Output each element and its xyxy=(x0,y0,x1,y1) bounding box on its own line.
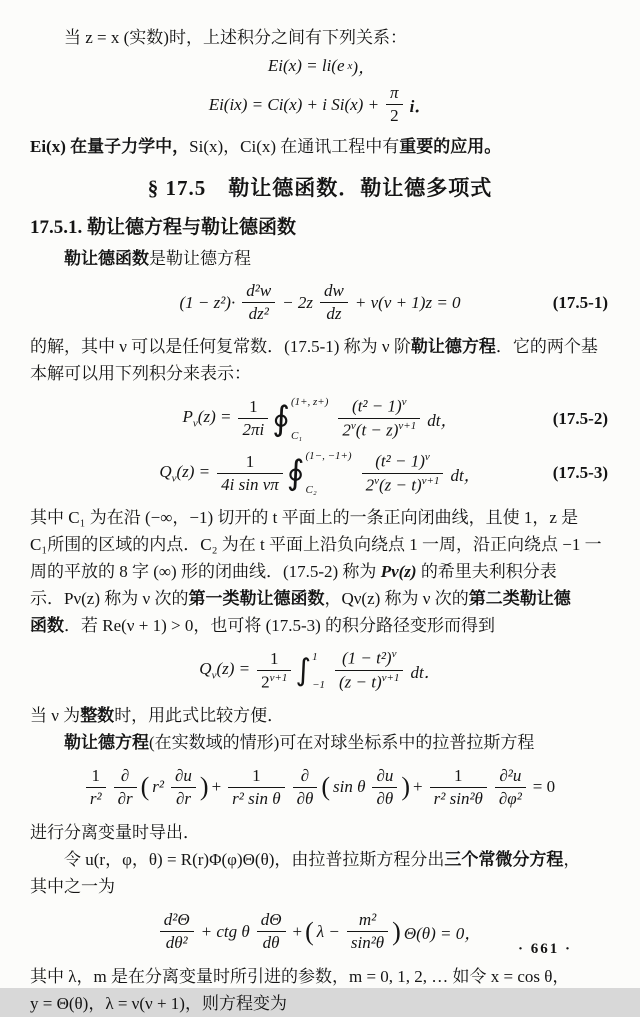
fraction-denominator: dz xyxy=(326,304,342,324)
equation-number: (17.5-2) xyxy=(552,408,608,428)
solution-line-2: 本解可以用下列积分来表示： xyxy=(30,364,251,384)
derive-line: 进行分离变量时导出． xyxy=(30,823,200,843)
intro-line: 当 z = x (实数)时，上述积分之间有下列关系： xyxy=(64,28,407,47)
final-line-1: 其中 λ，m 是在分离变量时所引进的参数，m = 0, 1, 2, … 如令 x = cos θ， xyxy=(30,967,570,987)
fraction-denominator: ∂r xyxy=(175,788,191,808)
fraction xyxy=(160,909,194,954)
math-superscript: ν xyxy=(350,420,356,433)
fraction-numerator: ∂u xyxy=(372,765,397,788)
integral-icon: ∫ xyxy=(295,652,312,688)
function-symbol: Q xyxy=(159,461,172,481)
text-run: 示．Pν(z) 称为 ν 次的 xyxy=(30,589,189,609)
fraction xyxy=(114,765,137,810)
math-term: + ν(ν + 1)z = 0 xyxy=(354,292,461,312)
math-term: (z − t) xyxy=(379,475,422,495)
math-term: (z) = xyxy=(197,407,232,427)
integral-lower-limit: C₂ xyxy=(305,484,317,497)
math-superscript: ν xyxy=(391,648,397,661)
fraction-denominator: sin²θ xyxy=(350,933,385,953)
fraction-numerator xyxy=(362,450,444,474)
fraction xyxy=(228,765,284,810)
text-run: 重要的应用。 xyxy=(399,137,502,157)
math-term xyxy=(183,407,232,429)
equation-q-real xyxy=(30,647,610,694)
final-line-2: y = Θ(θ)，λ = ν(ν + 1)，则方程变为 xyxy=(30,994,287,1014)
fraction-numerator: 1 xyxy=(238,396,268,419)
subsection-heading: 17.5.1. 勒让德方程与勒让德函数 xyxy=(30,217,297,239)
equation-p-integral xyxy=(30,395,610,442)
text-run: ．它的两个基 xyxy=(495,337,598,357)
fraction xyxy=(320,280,348,325)
fraction-numerator: 1 xyxy=(257,648,291,671)
page-number: · 661 · xyxy=(517,941,572,957)
plus-operator: + xyxy=(211,777,222,797)
one-of-line: 其中之一为 xyxy=(30,877,115,897)
fraction xyxy=(293,765,318,810)
math-term: 2 xyxy=(342,420,351,440)
math-term: sin θ xyxy=(333,777,366,797)
math-term xyxy=(159,462,210,484)
math-term: dt， xyxy=(450,465,481,485)
text-run: Ei(x) 在量子力学中， xyxy=(30,137,190,157)
fraction-denominator: dθ² xyxy=(165,933,188,953)
contour-line-2: C₁所围的区域的内点．C₂ 为在 t 平面上沿负向绕点 1 一周，沿正向绕点 −1 一 xyxy=(30,535,602,555)
fraction-numerator: ∂ xyxy=(293,765,318,788)
applications-line xyxy=(30,133,610,160)
math-term xyxy=(199,659,250,681)
fraction xyxy=(238,396,268,441)
equation-ei-ci xyxy=(30,82,610,127)
fraction xyxy=(495,765,526,810)
fraction-denominator: r² sin θ xyxy=(232,788,281,808)
integral-upper-limit: 1 xyxy=(312,650,318,663)
math-term: Θ(θ) = 0， xyxy=(403,924,482,944)
fraction-denominator: ∂θ xyxy=(296,788,314,808)
function-symbol: P xyxy=(182,407,193,427)
integral-limits xyxy=(312,651,325,691)
math-term: 2 xyxy=(261,672,270,692)
math-superscript: ν+1 xyxy=(398,420,417,433)
fraction xyxy=(386,82,403,127)
fraction-numerator: ∂²u xyxy=(495,765,526,788)
fraction-denominator: 4i sin νπ xyxy=(221,474,279,494)
left-paren: ( xyxy=(140,772,150,802)
equation-number: (17.5-1) xyxy=(552,292,608,312)
contour-line-5 xyxy=(30,612,610,639)
math-superscript: ν xyxy=(401,396,407,409)
text-run: 勒让德方程 xyxy=(64,732,149,752)
fraction-numerator: ∂ xyxy=(114,765,137,788)
text-run: 勒让德函数 xyxy=(64,249,149,269)
right-paren: ) xyxy=(199,772,209,802)
fraction xyxy=(86,765,106,810)
fraction-numerator: 1 xyxy=(430,765,487,788)
fraction xyxy=(217,451,283,496)
fraction-denominator: ∂r xyxy=(117,788,133,808)
fraction xyxy=(362,450,444,497)
function-symbol: Q xyxy=(199,659,212,679)
text-run: Si(x)，Ci(x) 在通讯工程中有 xyxy=(189,137,400,157)
plus-operator: + xyxy=(292,921,303,941)
integer-note-line xyxy=(30,702,610,729)
math-superscript: ν+1 xyxy=(269,671,288,684)
equation-ei-li xyxy=(30,53,610,78)
text-run: ， xyxy=(563,850,581,870)
fraction xyxy=(257,909,286,954)
equation-legendre-ode xyxy=(30,280,610,325)
fraction xyxy=(430,765,487,810)
fraction-numerator: dw xyxy=(320,280,348,303)
text-run: 的希里夫利积分表 xyxy=(416,562,557,582)
math-superscript: ν xyxy=(374,474,379,487)
lead-line xyxy=(30,245,610,272)
math-term: 2 xyxy=(365,475,375,495)
math-term: (1 − z²)· xyxy=(179,292,236,312)
math-subscript: ν xyxy=(211,669,217,682)
text-run: 令 u(r，φ，θ) = R(r)Φ(φ)Θ(θ)，由拉普拉斯方程分出 xyxy=(64,850,445,870)
contour-line-4 xyxy=(30,585,610,612)
fraction-denominator: r² sin²θ xyxy=(433,788,483,808)
text-run: (在实数域的情形)可在对球坐标系中的拉普拉斯方程 xyxy=(149,732,535,752)
equation-number: (17.5-3) xyxy=(552,463,608,483)
contour-line-3 xyxy=(30,558,610,585)
math-term: (z) = xyxy=(176,461,211,481)
plus-operator: + xyxy=(413,777,423,797)
math-term: λ − xyxy=(316,921,340,941)
fraction-denominator: r² xyxy=(89,788,102,808)
math-term: i． xyxy=(409,97,432,117)
text-run: 第一类勒让德函数 xyxy=(188,589,325,609)
equation-q-integral xyxy=(30,450,610,497)
equation-laplace xyxy=(30,765,610,810)
text-run: 当 ν 为 xyxy=(30,705,81,725)
fraction-numerator: ∂u xyxy=(171,765,196,788)
fraction-numerator: m² xyxy=(347,909,388,932)
math-term: dt． xyxy=(410,663,441,683)
fraction xyxy=(171,765,196,810)
integral-upper-limit: (1−, −1+) xyxy=(305,450,352,463)
math-subscript: ν xyxy=(171,472,177,485)
fraction-denominator: dθ xyxy=(262,933,280,953)
text-run: ．若 Re(ν + 1) > 0，也可将 (17.5-3) 的积分路径变形而得到 xyxy=(64,616,496,636)
math-superscript: ν+1 xyxy=(421,474,440,487)
fraction xyxy=(257,648,291,694)
math-subscript: ν xyxy=(192,417,198,430)
text-run: 的解，其中 ν 可以是任何复常数．(17.5-1) 称为 ν 阶 xyxy=(30,337,411,357)
text-run: 周的平放的 8 字 (∞) 形的闭曲线．(17.5-2) 称为 xyxy=(30,562,381,582)
fraction xyxy=(372,765,397,810)
separation-line xyxy=(30,846,610,873)
text-run: ，Qν(z) 称为 ν 次的 xyxy=(324,589,469,609)
integral-upper-limit: (1+, z+) xyxy=(290,395,329,408)
math-term: (t − z) xyxy=(355,420,399,440)
text-run: 时，用此式比较方便． xyxy=(114,705,285,725)
math-term: (1 − t²) xyxy=(341,649,392,669)
contour-integral-icon: ∮ xyxy=(286,453,305,494)
fraction-numerator: d²Θ xyxy=(160,909,194,932)
fraction-denominator: 2 xyxy=(390,106,399,126)
text-run: 第二类勒让德 xyxy=(468,589,571,609)
math-term: r² xyxy=(152,777,164,797)
contour-line-1: 其中 C₁ 为在沿 (−∞，−1) 切开的 t 平面上的一条正向闭曲线，且使 1，z 是 xyxy=(30,508,579,528)
fraction-denominator xyxy=(362,474,444,497)
integral-limits xyxy=(306,450,352,496)
math-term: (z) = xyxy=(216,659,251,679)
integral-lower-limit: −1 xyxy=(312,678,326,691)
fraction-numerator: dΘ xyxy=(257,909,286,932)
math-term: + ctg θ xyxy=(200,921,250,941)
section-heading: § 17.5 勒让德函数．勒让德多项式 xyxy=(147,176,493,201)
integral-limits xyxy=(291,396,328,442)
fraction-numerator: 1 xyxy=(228,765,284,788)
math-term: )， xyxy=(352,58,376,77)
fraction-denominator: ∂θ xyxy=(376,788,394,808)
math-term: (z − t) xyxy=(339,672,382,692)
fraction-numerator xyxy=(338,395,420,419)
math-superscript: ν xyxy=(424,450,430,463)
text-run: 是勒让德方程 xyxy=(149,249,251,269)
math-term: Ei(x) = li(e xyxy=(267,55,345,75)
fraction-denominator: dz² xyxy=(248,304,269,324)
contour-integral-icon: ∮ xyxy=(272,398,290,439)
fraction xyxy=(242,280,275,325)
fraction-denominator xyxy=(338,419,420,442)
fraction-numerator: d²w xyxy=(242,280,275,303)
solution-line-1 xyxy=(30,333,610,360)
math-superscript: ν+1 xyxy=(381,672,400,685)
integral-lower-limit: C₁ xyxy=(290,429,303,442)
fraction xyxy=(338,395,420,442)
fraction xyxy=(347,909,388,954)
text-run: Pν(z) xyxy=(380,562,417,582)
fraction-numerator xyxy=(335,647,403,671)
math-term: Ei(ix) = Ci(x) + i Si(x) + xyxy=(208,94,380,114)
text-run: 三个常微分方程 xyxy=(444,850,564,870)
math-superscript: x xyxy=(347,59,353,72)
math-term: − 2z xyxy=(282,292,313,312)
right-paren: ) xyxy=(392,916,401,946)
equals-zero: = 0 xyxy=(532,777,556,797)
right-paren: ) xyxy=(401,772,411,802)
math-term: dt， xyxy=(427,411,458,431)
math-term: (t² − 1) xyxy=(352,397,402,417)
laplace-intro-line xyxy=(30,729,610,756)
fraction-numerator: π xyxy=(386,82,403,105)
fraction-numerator: 1 xyxy=(86,765,106,788)
text-run: 函数 xyxy=(30,616,64,636)
fraction xyxy=(335,647,403,694)
fraction-numerator: 1 xyxy=(217,451,283,474)
fraction-denominator: 2πi xyxy=(242,420,265,440)
fraction-denominator xyxy=(335,671,403,694)
text-run: 整数 xyxy=(80,705,115,725)
left-paren: ( xyxy=(305,916,314,946)
math-term: (t² − 1) xyxy=(375,451,425,471)
fraction-denominator xyxy=(257,671,291,694)
text-run: 勒让德方程 xyxy=(410,337,496,357)
fraction-denominator: ∂φ² xyxy=(498,788,522,808)
left-paren: ( xyxy=(321,772,331,802)
